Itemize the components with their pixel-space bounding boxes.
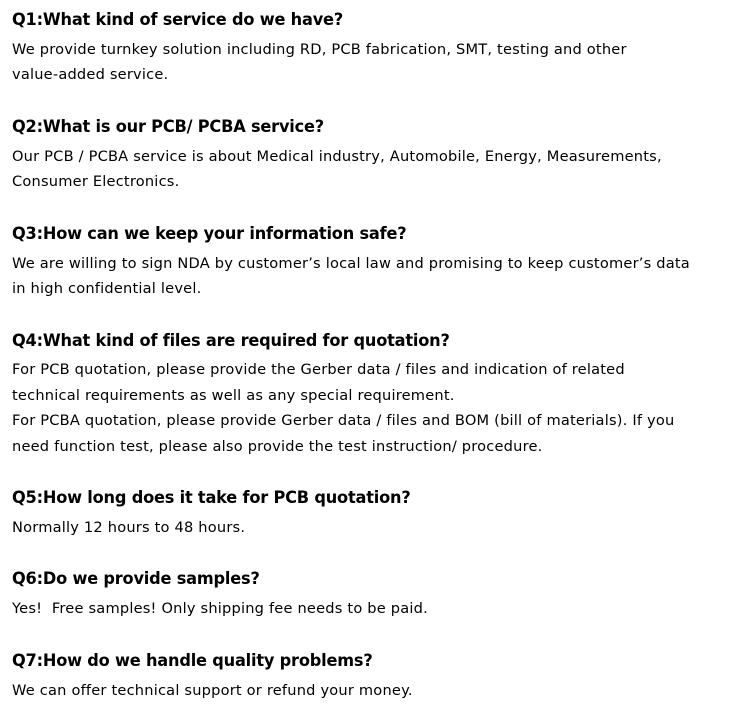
faq-question-5: Q5:How long does it take for PCB quotation? [12, 488, 411, 507]
faq-answer-5-line-1: Normally 12 hours to 48 hours. [12, 519, 246, 536]
faq-question-6: Q6:Do we provide samples? [12, 569, 260, 588]
faq-answer-4-line-2: technical requirements as well as any special requirement. [12, 387, 455, 404]
faq-answer-6-line-1: Yes! Free samples! Only shipping fee needs to be paid. [12, 600, 428, 617]
faq-answer-2-line-2: Consumer Electronics. [12, 173, 180, 190]
faq-answer-1-line-1: We provide turnkey solution including RD, PCB fabrication, SMT, testing and other [12, 41, 627, 58]
faq-answer-2-line-1: Our PCB / PCBA service is about Medical industry, Automobile, Energy, Measurements, [12, 148, 662, 165]
faq-answer-4-line-1: For PCB quotation, please provide the Gerber data / files and indication of related [12, 361, 625, 378]
faq-answer-3-line-1: We are willing to sign NDA by customer’s local law and promising to keep customer’s data [12, 255, 690, 272]
faq-question-7: Q7:How do we handle quality problems? [12, 651, 373, 670]
faq-answer-1-line-2: value-added service. [12, 66, 169, 83]
faq-answer-3-line-2: in high confidential level. [12, 280, 202, 297]
faq-question-1: Q1:What kind of service do we have? [12, 10, 344, 29]
faq-answer-4-line-4: need function test, please also provide the test instruction/ procedure. [12, 438, 543, 455]
faq-answer-7-line-1: We can offer technical support or refund your money. [12, 682, 413, 699]
faq-question-4: Q4:What kind of files are required for quotation? [12, 331, 450, 350]
faq-answer-4-line-3: For PCBA quotation, please provide Gerber data / files and BOM (bill of materials). If you [12, 412, 675, 429]
faq-question-3: Q3:How can we keep your information safe? [12, 224, 407, 243]
faq-question-2: Q2:What is our PCB/ PCBA service? [12, 117, 324, 136]
